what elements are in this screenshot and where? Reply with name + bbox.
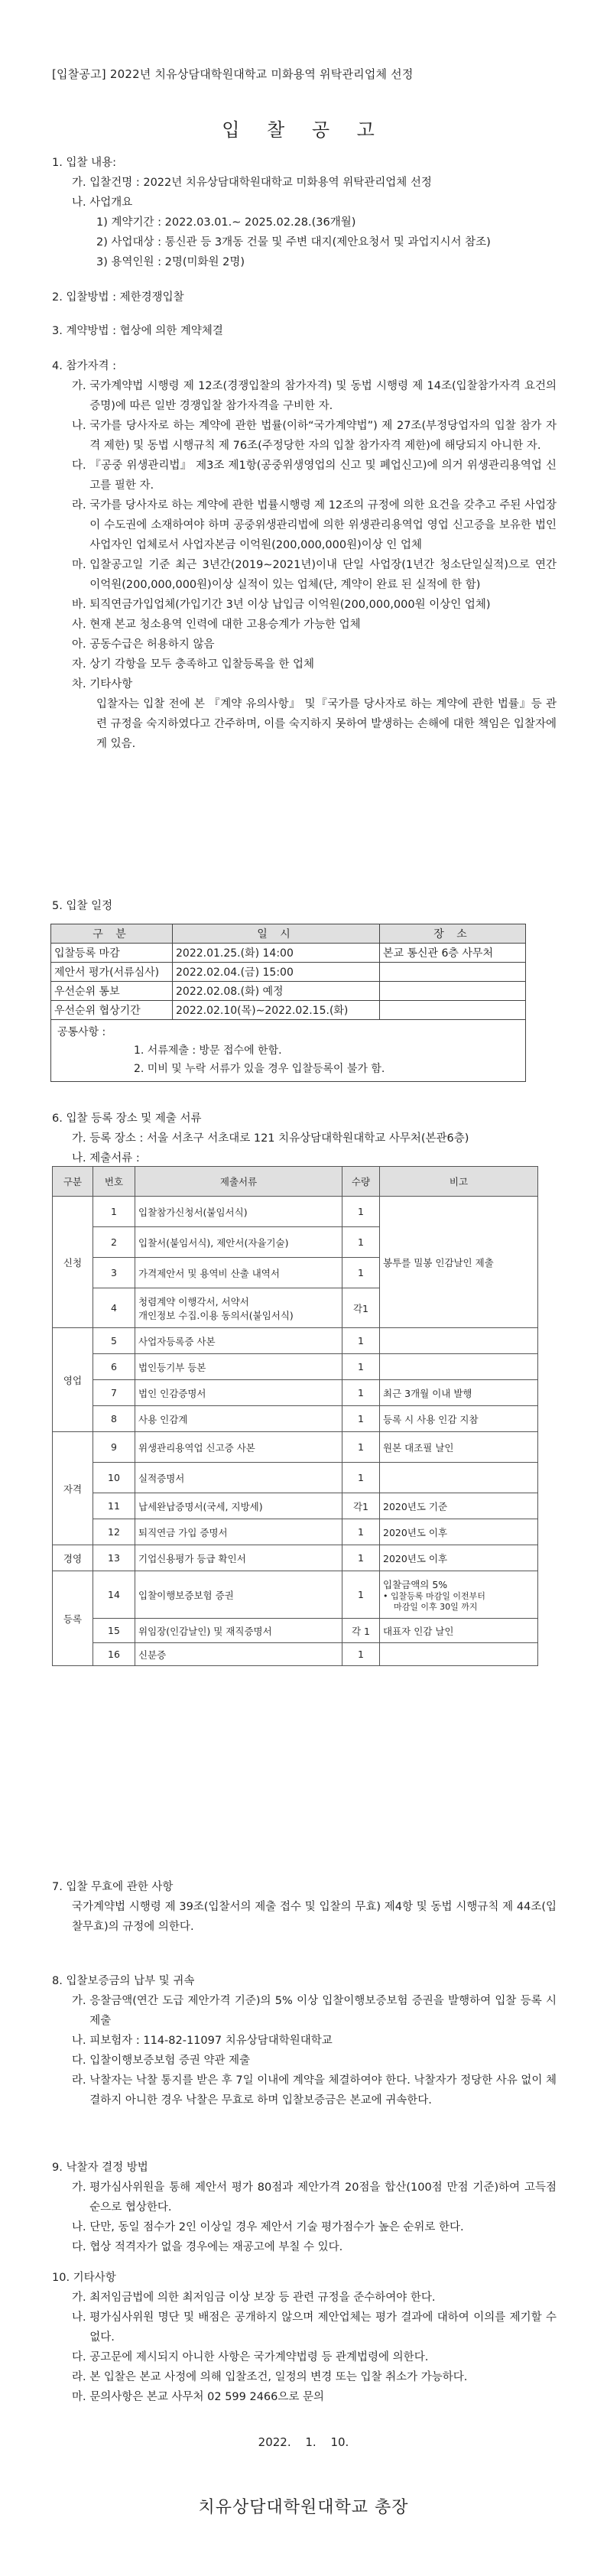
table-row bbox=[53, 1432, 538, 1463]
cell: 1 bbox=[342, 1227, 380, 1258]
qualification-item: 마. 입찰공고일 기준 최근 3년간(2019∼2021년)이내 단일 사업장(1년간 청소단일실적)으로 연간 이억원(200,000,000원)이상 실적이 있는 업체(단, 계약이 완료 된 실적에 한 함) bbox=[72, 559, 557, 591]
decision-item: 나. 단만, 동일 점수가 2인 이상일 경우 제안서 기술 평가점수가 높은 순위로 한다. bbox=[72, 2221, 464, 2233]
cell: 1 bbox=[342, 1354, 380, 1380]
cell: 퇴직연금 가입 증명서 bbox=[135, 1519, 342, 1545]
table-header-row bbox=[53, 1167, 538, 1197]
documents-table bbox=[52, 1166, 538, 1666]
table-row bbox=[53, 1328, 538, 1354]
cell: 위생관리용역업 신고증 사본 bbox=[135, 1432, 342, 1463]
cell: 법인등기부 등본 bbox=[135, 1354, 342, 1380]
cell: 1 bbox=[342, 1380, 380, 1406]
table-row bbox=[51, 1001, 526, 1020]
section-submission bbox=[52, 1109, 557, 1168]
cell bbox=[380, 963, 526, 982]
invalid-bid-text: 국가계약법 시행령 제 39조(입찰서의 제출 접수 및 입찰의 무효) 제4항 및 동법 시행규칙 제 44조(입찰무효)의 규정에 의한다. bbox=[72, 1901, 557, 1933]
column-header: 일 시 bbox=[173, 924, 380, 944]
section-misc bbox=[52, 2268, 557, 2407]
notes-heading: 공통사항 : bbox=[57, 1026, 106, 1038]
cell: 입찰이행보증보험 증권 bbox=[135, 1571, 342, 1619]
column-header: 제출서류 bbox=[135, 1167, 342, 1197]
section-bid-deposit bbox=[52, 1971, 557, 2110]
notice-date: 2022. 1. 10. bbox=[258, 2435, 349, 2449]
cell: 각1 bbox=[342, 1288, 380, 1328]
cell: 2022.01.25.(화) 14:00 bbox=[173, 944, 380, 963]
note-item: 2. 미비 및 누락 서류가 있을 경우 입찰등록이 불가 함. bbox=[134, 1063, 385, 1075]
misc-item: 나. 평가심사위원 명단 및 배점은 공개하지 않으며 제안업체는 평가 결과에 대하여 이의를 제기할 수 없다. bbox=[72, 2311, 557, 2344]
cell: 1 bbox=[342, 1463, 380, 1493]
remark-cell: 2020년도 이후 bbox=[380, 1519, 538, 1545]
remark-line: 마감일 이후 30일 까지 bbox=[394, 1601, 478, 1612]
cell: 1 bbox=[93, 1197, 135, 1227]
remark-cell bbox=[380, 1643, 538, 1666]
section-heading: 1. 입찰 내용: bbox=[52, 157, 116, 169]
column-header: 구분 bbox=[53, 1167, 93, 1197]
column-header: 수량 bbox=[342, 1167, 380, 1197]
cell: 2022.02.08.(화) 예정 bbox=[173, 982, 380, 1001]
cell: 7 bbox=[93, 1380, 135, 1406]
group-cell: 경영 bbox=[53, 1545, 93, 1571]
misc-item: 가. 최저임금법에 의한 최저임금 이상 보장 등 관련 규정을 준수하여야 한다. bbox=[72, 2292, 436, 2304]
section-heading: 9. 낙찰자 결정 방법 bbox=[52, 2162, 148, 2174]
deposit-item: 라. 낙찰자는 낙찰 통지를 받은 후 7일 이내에 계약을 체결하여야 한다. 낙찰자가 정당한 사유 없이 체결하지 아니한 경우 낙찰은 무효로 하며 입찰보증금은 본교에 귀속한다. bbox=[72, 2074, 557, 2107]
documents-label: 나. 제출서류 : bbox=[72, 1152, 140, 1165]
cell: 8 bbox=[93, 1406, 135, 1432]
cell: 입찰참가신청서(붙임서식) bbox=[135, 1197, 342, 1227]
section-invalid-bid bbox=[52, 1877, 557, 1937]
column-header: 장 소 bbox=[380, 924, 526, 944]
section-winner-decision bbox=[52, 2158, 557, 2257]
table-row bbox=[53, 1197, 538, 1227]
cell: 6 bbox=[93, 1354, 135, 1380]
cell: 1 bbox=[342, 1545, 380, 1571]
section-heading: 10. 기타사항 bbox=[52, 2272, 116, 2284]
contract-period: 1) 계약기간 : 2022.03.01.∼ 2025.02.28.(36개월) bbox=[96, 216, 356, 229]
cell: 1 bbox=[342, 1197, 380, 1227]
project-target: 2) 사업대상 : 통신관 등 3개동 건물 및 주변 대지(제안요청서 및 과업지시서 참조) bbox=[96, 236, 491, 249]
deposit-item: 가. 응찰금액(연간 도급 제안가격 기준)의 5% 이상 입찰이행보증보험 증권을 발행하여 입찰 등록 시 제출 bbox=[72, 1995, 557, 2027]
section-contract-method: 3. 계약방법 : 협상에 의한 계약체결 bbox=[52, 325, 223, 337]
cell: 사업자등록증 사본 bbox=[135, 1328, 342, 1354]
qualification-item: 차. 기타사항 bbox=[72, 678, 133, 690]
section-heading: 8. 입찰보증금의 납부 및 귀속 bbox=[52, 1975, 195, 1987]
cell: 1 bbox=[342, 1519, 380, 1545]
qualification-item: 자. 상기 각항을 모두 충족하고 입찰등록을 한 업체 bbox=[72, 658, 315, 671]
cell: 1 bbox=[342, 1328, 380, 1354]
table-row bbox=[53, 1619, 538, 1643]
remark-cell: 최근 3개월 이내 발행 bbox=[380, 1380, 538, 1406]
cell: 14 bbox=[93, 1571, 135, 1619]
group-cell: 영업 bbox=[53, 1328, 93, 1432]
section-heading: 6. 입찰 등록 장소 및 제출 서류 bbox=[52, 1113, 202, 1125]
cell: 16 bbox=[93, 1643, 135, 1666]
group-cell: 자격 bbox=[53, 1432, 93, 1545]
project-overview: 나. 사업개요 bbox=[72, 197, 133, 209]
section-bid-method: 2. 입찰방법 : 제한경쟁입찰 bbox=[52, 291, 184, 304]
cell: 법인 인감증명서 bbox=[135, 1380, 342, 1406]
deposit-item: 나. 피보험자 : 114-82-11097 치유상담대학원대학교 bbox=[72, 2035, 333, 2047]
cell: 가격제안서 및 용역비 산출 내역서 bbox=[135, 1258, 342, 1288]
cell: 1 bbox=[342, 1432, 380, 1463]
cell: 4 bbox=[93, 1288, 135, 1328]
table-row bbox=[53, 1380, 538, 1406]
page-title: 입 찰 공 고 bbox=[222, 119, 385, 141]
cell: 사용 인감계 bbox=[135, 1406, 342, 1432]
remark-cell bbox=[380, 1463, 538, 1493]
issuer-signature: 치유상담대학원대학교 총장 bbox=[198, 2498, 409, 2517]
decision-item: 가. 평가심사위원을 통해 제안서 평가 80점과 제안가격 20점을 합산(100점 만점 기준)하여 고득점 순으로 협상한다. bbox=[72, 2181, 557, 2214]
qualification-item: 아. 공동수급은 허용하지 않음 bbox=[72, 638, 215, 651]
table-row bbox=[53, 1519, 538, 1545]
remark-cell bbox=[380, 1354, 538, 1380]
table-row bbox=[53, 1571, 538, 1619]
cell: 9 bbox=[93, 1432, 135, 1463]
cell: 15 bbox=[93, 1619, 135, 1643]
cell: 각1 bbox=[342, 1493, 380, 1519]
notice-header: [입찰공고] 2022년 치유상담대학원대학교 미화용역 위탁관리업체 선정 bbox=[52, 67, 414, 81]
cell: 위임장(인감날인) 및 재직증명서 bbox=[135, 1619, 342, 1643]
cell: 2 bbox=[93, 1227, 135, 1258]
table-row bbox=[53, 1493, 538, 1519]
staff-count: 3) 용역인원 : 2명(미화원 2명) bbox=[96, 256, 245, 268]
deposit-item: 다. 입찰이행보증보험 증권 약관 제출 bbox=[72, 2055, 251, 2067]
section-schedule-heading: 5. 입찰 일정 bbox=[52, 900, 113, 912]
cell: 1 bbox=[342, 1406, 380, 1432]
qualification-item: 라. 국가를 당사자로 하는 계약에 관한 법률시행령 제 12조의 규정에 의한 요건을 갖추고 주된 사업장이 수도권에 소재하여야 하며 공중위생관리법에 의한 위생관리용역업 영업 신고증을 보유한 법인사업자인 업체로서 사업자본금 이억원(200,000,000원)이상 인 업체 bbox=[72, 499, 557, 551]
cell: 청렴계약 이행각서, 서약서 개인정보 수집.이용 동의서(붙임서식) bbox=[135, 1288, 342, 1328]
remark-cell: 봉투를 밀봉 인감날인 제출 bbox=[380, 1197, 538, 1328]
cell: 제안서 평가(서류심사) bbox=[51, 963, 173, 982]
section-heading: 4. 참가자격 : bbox=[52, 360, 116, 372]
qualification-item: 사. 현재 본교 청소용역 인력에 대한 고용승계가 가능한 업체 bbox=[72, 619, 361, 631]
column-header: 번호 bbox=[93, 1167, 135, 1197]
cell bbox=[380, 1001, 526, 1020]
cell: 우선순위 협상기간 bbox=[51, 1001, 173, 1020]
cell: 11 bbox=[93, 1493, 135, 1519]
cell: 5 bbox=[93, 1328, 135, 1354]
table-row bbox=[53, 1463, 538, 1493]
column-header: 비고 bbox=[380, 1167, 538, 1197]
note-item: 1. 서류제출 : 방문 접수에 한함. bbox=[134, 1044, 282, 1057]
table-header-row bbox=[51, 924, 526, 944]
misc-item: 라. 본 입찰은 본교 사정에 의해 입찰조건, 일정의 변경 또는 입찰 취소가 가능하다. bbox=[72, 2371, 468, 2383]
bid-name: 가. 입찰건명 : 2022년 치유상담대학원대학교 미화용역 위탁관리업체 선정 bbox=[72, 177, 432, 189]
common-notes bbox=[51, 1020, 526, 1082]
qualification-item: 나. 국가를 당사자로 하는 계약에 관한 법률(이하“국가계약법”) 제 27조(부정당업자의 입찰 참가 자격 제한) 및 동법 시행규칙 제 76조(주정당한 자의 입찰 참가자격 제한)에 해당되지 아니한 자. bbox=[72, 420, 557, 452]
cell: 신분증 bbox=[135, 1643, 342, 1666]
remark-cell: 2020년도 이후 bbox=[380, 1545, 538, 1571]
cell: 1 bbox=[342, 1571, 380, 1619]
misc-item: 마. 문의사항은 본교 사무처 02 599 2466으로 문의 bbox=[72, 2391, 325, 2403]
cell: 실적증명서 bbox=[135, 1463, 342, 1493]
section-bid-content bbox=[52, 153, 557, 272]
cell: 납세완납증명서(국세, 지방세) bbox=[135, 1493, 342, 1519]
remark-cell: 2020년도 기준 bbox=[380, 1493, 538, 1519]
remark-cell: 등록 시 사용 인감 지참 bbox=[380, 1406, 538, 1432]
remark-line: 입찰금액의 5% bbox=[383, 1578, 448, 1590]
table-row bbox=[53, 1545, 538, 1571]
cell: 2022.02.10(목)∼2022.02.15.(화) bbox=[173, 1001, 380, 1020]
cell: 각 1 bbox=[342, 1619, 380, 1643]
misc-item: 다. 공고문에 제시되지 아니한 사항은 국가계약법령 등 관계법령에 의한다. bbox=[72, 2351, 429, 2363]
section-qualification bbox=[52, 356, 557, 754]
registration-place: 가. 등록 장소 : 서울 서초구 서초대로 121 치유상담대학원대학교 사무처(본관6층) bbox=[72, 1132, 469, 1145]
qualification-item: 가. 국가계약법 시행령 제 12조(경쟁입찰의 참가자격) 및 동법 시행령 제 14조(입찰참가자격 요건의 증명)에 따른 일반 경쟁입찰 참가자격을 구비한 자. bbox=[72, 380, 557, 412]
cell: 10 bbox=[93, 1463, 135, 1493]
cell: 1 bbox=[342, 1643, 380, 1666]
cell bbox=[380, 982, 526, 1001]
cell: 본교 통신관 6층 사무처 bbox=[380, 944, 526, 963]
table-row bbox=[53, 1643, 538, 1666]
qualification-item: 바. 퇴직연금가입업체(가입기간 3년 이상 납입금 이억원(200,000,000원 이상인 업체) bbox=[72, 599, 491, 611]
column-header: 구 분 bbox=[51, 924, 173, 944]
remark-cell: 원본 대조필 날인 bbox=[380, 1432, 538, 1463]
cell: 1 bbox=[342, 1258, 380, 1288]
decision-item: 다. 협상 적격자가 없을 경우에는 재공고에 부칠 수 있다. bbox=[72, 2241, 343, 2253]
cell: 3 bbox=[93, 1258, 135, 1288]
qualification-item: 다. 『공중 위생관리법』 제3조 제1항(공중위생영업의 신고 및 폐업신고)에 의거 위생관리용역업 신고를 필한 자. bbox=[72, 460, 557, 492]
group-cell: 등록 bbox=[53, 1571, 93, 1666]
section-heading: 7. 입찰 무효에 관한 사항 bbox=[52, 1881, 174, 1893]
table-row bbox=[51, 1020, 526, 1082]
schedule-table bbox=[50, 924, 526, 1082]
cell: 12 bbox=[93, 1519, 135, 1545]
etc-note: 입찰자는 입찰 전에 본 『계약 유의사항』 및『국가를 당사자로 하는 계약에 관한 법률』등 관련 규정을 숙지하였다고 간주하며, 이를 숙지하지 못하여 발생하는 손해에 대한 책임은 입찰자에게 있음. bbox=[96, 698, 557, 750]
remark-line: • 입찰등록 마감일 이전부터 bbox=[383, 1590, 485, 1601]
remark-cell: 대표자 인감 날인 bbox=[380, 1619, 538, 1643]
table-row bbox=[53, 1406, 538, 1432]
remark-cell bbox=[380, 1571, 538, 1619]
table-row bbox=[51, 982, 526, 1001]
table-row bbox=[51, 963, 526, 982]
cell: 2022.02.04.(금) 15:00 bbox=[173, 963, 380, 982]
cell: 13 bbox=[93, 1545, 135, 1571]
cell: 우선순위 통보 bbox=[51, 982, 173, 1001]
cell: 기업신용평가 등급 확인서 bbox=[135, 1545, 342, 1571]
table-row bbox=[51, 944, 526, 963]
group-cell: 신청 bbox=[53, 1197, 93, 1328]
cell: 입찰등록 마감 bbox=[51, 944, 173, 963]
remark-cell bbox=[380, 1328, 538, 1354]
cell: 입찰서(붙임서식), 제안서(자율기술) bbox=[135, 1227, 342, 1258]
table-row bbox=[53, 1354, 538, 1380]
